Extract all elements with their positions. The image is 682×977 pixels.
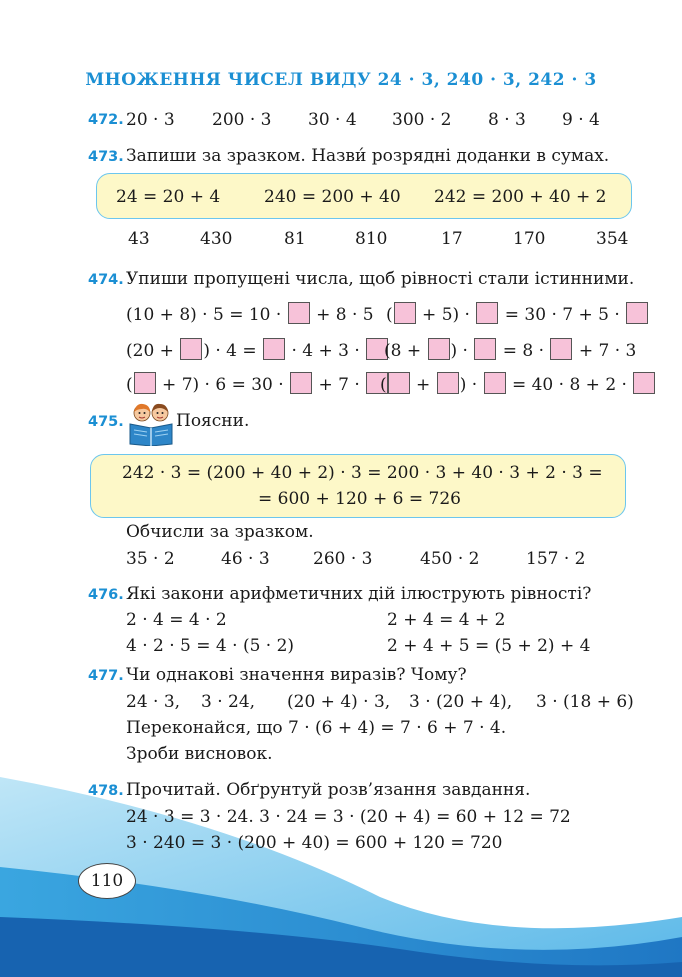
ex473-item: 430	[200, 229, 233, 249]
ex474-row1-right	[386, 302, 649, 325]
sample-equation: 24 = 20 + 4	[116, 187, 221, 207]
ex475-item: 157 · 2	[526, 549, 586, 569]
ex472-item: 9 · 4	[562, 110, 600, 130]
blank-box[interactable]	[428, 338, 450, 360]
ex473-item: 810	[355, 229, 388, 249]
ex472-item: 300 · 2	[392, 110, 452, 130]
ex476-equation: 2 + 4 = 4 + 2	[387, 610, 506, 630]
page-number	[78, 863, 136, 899]
expr-part: + 8 · 5	[316, 305, 374, 325]
exercise-number-475: 475.	[88, 414, 124, 430]
ex473-item: 170	[513, 229, 546, 249]
ex476-instruction: Які закони арифметичних дій ілюструють рівності?	[126, 584, 592, 604]
ex477-item: 3 · (18 + 6)	[536, 692, 634, 712]
expr-part: = 40 · 8 + 2 ·	[511, 375, 627, 395]
expr-part: (20 +	[126, 341, 174, 361]
ex472-item: 20 · 3	[126, 110, 175, 130]
blank-box[interactable]	[290, 372, 312, 394]
exercise-number-478: 478.	[88, 783, 124, 799]
ex473-item: 354	[596, 229, 629, 249]
ex475-item: 35 · 2	[126, 549, 175, 569]
ex474-row2-right	[384, 338, 636, 361]
expr-part: = 30 · 7 + 5 ·	[504, 305, 620, 325]
sample-equation: 240 = 200 + 40	[264, 187, 401, 207]
blank-box[interactable]	[437, 372, 459, 394]
expr-part: ) · 4 =	[203, 341, 257, 361]
blank-box[interactable]	[550, 338, 572, 360]
page-title: МНОЖЕННЯ ЧИСЕЛ ВИДУ 24 · 3, 240 · 3, 242 · 3	[85, 70, 597, 90]
expr-part: (	[380, 375, 387, 395]
ex477-line: Переконайся, що 7 · (6 + 4) = 7 · 6 + 7 · 4.	[126, 718, 507, 738]
expr-part: + 7 ·	[318, 375, 360, 395]
expr-part: +	[416, 375, 431, 395]
exercise-number-472: 472.	[88, 112, 124, 128]
ex475-item: 450 · 2	[420, 549, 480, 569]
sample-line: 242 · 3 = (200 + 40 + 2) · 3 = 200 · 3 + 40 · 3 + 2 · 3 =	[122, 463, 603, 483]
ex475-task: Обчисли за зразком.	[126, 522, 314, 542]
blank-box[interactable]	[626, 302, 648, 324]
ex477-instruction: Чи однакові значення виразів? Чому?	[126, 665, 467, 685]
ex477-item: 24 · 3,	[126, 692, 181, 712]
blank-box[interactable]	[288, 302, 310, 324]
ex472-item: 8 · 3	[488, 110, 526, 130]
expr-part: ) ·	[450, 341, 468, 361]
ex478-instruction: Прочитай. Обґрунтуй розв’язання завдання.	[126, 780, 531, 800]
expr-part: + 7 · 3	[578, 341, 637, 361]
ex477-item: 3 · 24,	[201, 692, 256, 712]
blank-box[interactable]	[474, 338, 496, 360]
blank-box[interactable]	[180, 338, 202, 360]
ex474-row3-left	[126, 372, 389, 395]
ex475-instruction: Поясни.	[176, 411, 250, 431]
expr-part: + 7) · 6 = 30 ·	[162, 375, 284, 395]
ex473-item: 17	[441, 229, 463, 249]
exercise-number-474: 474.	[88, 272, 124, 288]
sample-equation: 242 = 200 + 40 + 2	[434, 187, 607, 207]
sample-line: = 600 + 120 + 6 = 726	[258, 489, 461, 509]
ex473-item: 43	[128, 229, 150, 249]
expr-part: (10 + 8) · 5 = 10 ·	[126, 305, 282, 325]
ex476-equation: 4 · 2 · 5 = 4 · (5 · 2)	[126, 636, 295, 656]
expr-part: (8 +	[384, 341, 422, 361]
ex472-item: 30 · 4	[308, 110, 357, 130]
expr-part: = 8 ·	[502, 341, 545, 361]
blank-box[interactable]	[394, 302, 416, 324]
ex477-item: 3 · (20 + 4),	[409, 692, 513, 712]
blank-box[interactable]	[484, 372, 506, 394]
ex477-item: (20 + 4) · 3,	[287, 692, 391, 712]
ex473-item: 81	[284, 229, 306, 249]
ex478-line: 24 · 3 = 3 · 24. 3 · 24 = 3 · (20 + 4) = 60 + 12 = 72	[126, 807, 571, 827]
blank-box[interactable]	[263, 338, 285, 360]
blank-box[interactable]	[388, 372, 410, 394]
expr-part: ) ·	[459, 375, 478, 395]
ex474-row3-right	[380, 372, 656, 395]
blank-box[interactable]	[633, 372, 655, 394]
blank-box[interactable]	[476, 302, 498, 324]
ex475-item: 46 · 3	[221, 549, 270, 569]
expr-part: + 5) ·	[422, 305, 470, 325]
exercise-number-473: 473.	[88, 149, 124, 165]
expr-part: (	[386, 305, 393, 325]
ex474-row2-left	[126, 338, 389, 361]
ex476-equation: 2 + 4 + 5 = (5 + 2) + 4	[387, 636, 591, 656]
ex475-item: 260 · 3	[313, 549, 373, 569]
reading-kids-icon	[126, 400, 176, 446]
blank-box[interactable]	[134, 372, 156, 394]
exercise-number-477: 477.	[88, 668, 124, 684]
expr-part: · 4 + 3 ·	[291, 341, 360, 361]
ex473-instruction: Запиши за зразком. Назви́ розрядні доданки в сумах.	[126, 146, 610, 166]
expr-part: (	[126, 375, 133, 395]
ex474-row1-left	[126, 302, 374, 325]
ex474-instruction: Упиши пропущені числа, щоб рівності стали істинними.	[126, 269, 635, 289]
ex477-line: Зроби висновок.	[126, 744, 273, 764]
ex476-equation: 2 · 4 = 4 · 2	[126, 610, 227, 630]
ex478-line: 3 · 240 = 3 · (200 + 40) = 600 + 120 = 720	[126, 833, 503, 853]
page-number-text: 110	[90, 871, 124, 891]
ex472-item: 200 · 3	[212, 110, 272, 130]
exercise-number-476: 476.	[88, 587, 124, 603]
